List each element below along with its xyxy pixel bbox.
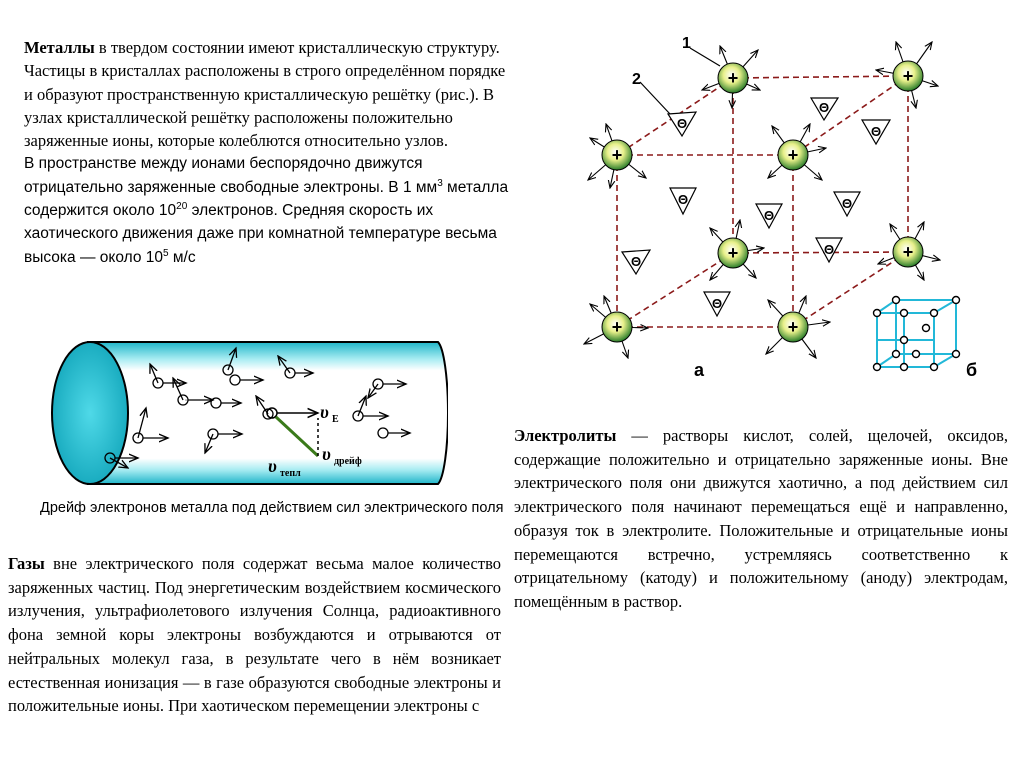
lattice-edges bbox=[617, 76, 908, 327]
svg-text:Θ: Θ bbox=[630, 254, 642, 269]
svg-text:Θ: Θ bbox=[763, 208, 775, 223]
metals-paragraph-1: Металлы в твердом состоянии имеют кристаллическую структуру. Частицы в кристаллах расположены в строго определённом порядке и образуют пространственную кристаллическую решётку (рис.). В узлах кристаллической решётку расположены положительно заряженные ионы, которые колеблются относительно узлов. bbox=[24, 38, 506, 151]
svg-text:+: + bbox=[787, 317, 799, 337]
electron-minus-signs bbox=[631, 100, 881, 311]
svg-text:Θ: Θ bbox=[677, 192, 689, 207]
metals-paragraph-2: В пространстве между ионами беспорядочно движутся отрицательно заряженные свободные электроны. В 1 $мм^3$ металла содержится около $10^{20}$ электронов. Средняя скорость их хаотического движения даже при комнатной температуре весьма высока — около $10^5$ м/с bbox=[24, 155, 509, 266]
label-electron-2: 2 bbox=[632, 71, 641, 88]
svg-text:Θ: Θ bbox=[711, 296, 723, 311]
positive-ions bbox=[602, 61, 923, 342]
svg-text:+: + bbox=[727, 243, 739, 263]
wire-caption: Дрейф электронов металла под действием сил электрического поля bbox=[40, 500, 504, 516]
crystal-lattice-diagram bbox=[560, 28, 1024, 390]
electron-drift-wire-diagram bbox=[28, 328, 448, 488]
label-ion-1: 1 bbox=[682, 35, 691, 52]
ion-plus-signs bbox=[612, 66, 914, 337]
label-figure-a: а bbox=[694, 360, 705, 380]
svg-text:Θ: Θ bbox=[823, 242, 835, 257]
svg-text:+: + bbox=[727, 68, 739, 88]
label-v-dreif: υ bbox=[322, 444, 331, 464]
label-pointers bbox=[640, 48, 720, 114]
gases-heading: Газы bbox=[8, 554, 45, 573]
electrolytes-text-block: Электролиты — растворы кислот, солей, щелочей, оксидов, содержащие положительно и отрицательно заряженные ионы. Вне электрического поля они движутся хаотично, а под действием сил электрического поля начинают перемещаться ещё и направленно, образуя ток в электролите. Положительные и отрицательные ионы перемещаются встречно, устремляясь соответственно к отрицательному (катоду) и положительному (аноду) электродам, помещённым в раствор. bbox=[514, 426, 1008, 611]
svg-text:Θ: Θ bbox=[870, 124, 882, 139]
label-v-dreif-sub: дрейф bbox=[334, 456, 362, 467]
ion-vibration-arrows bbox=[584, 42, 940, 358]
svg-text:Θ: Θ bbox=[818, 100, 830, 115]
svg-text:+: + bbox=[902, 242, 914, 262]
svg-text:Θ: Θ bbox=[841, 196, 853, 211]
svg-text:+: + bbox=[902, 66, 914, 86]
svg-text:+: + bbox=[611, 145, 623, 165]
wire-end-face bbox=[52, 342, 128, 484]
label-v-e: υ bbox=[320, 402, 329, 422]
svg-text:+: + bbox=[787, 145, 799, 165]
metals-text-block bbox=[24, 36, 514, 269]
label-v-e-sub: E bbox=[332, 414, 339, 425]
metals-heading: Металлы bbox=[24, 38, 95, 57]
gases-text-block: Газы вне электрического поля содержат весьма малое количество заряженных частиц. Под энергетическим воздействием космического излучения, ультрафиолетового излучения Солнца, радиоактивного фона земной коры электроны возбуждаются и отрываются от нейтральных молекул газа, в результате чего в нём возникает естественная ионизация — в газе образуются свободные электроны и положительные ионы. При хаотическом перемещении электроны с bbox=[8, 554, 501, 716]
label-v-tepl-sub: тепл bbox=[280, 468, 301, 479]
svg-text:Θ: Θ bbox=[676, 116, 688, 131]
label-v-tepl: υ bbox=[268, 456, 277, 476]
label-figure-b: б bbox=[966, 360, 978, 380]
electrolytes-heading: Электролиты bbox=[514, 426, 617, 445]
svg-text:+: + bbox=[611, 317, 623, 337]
